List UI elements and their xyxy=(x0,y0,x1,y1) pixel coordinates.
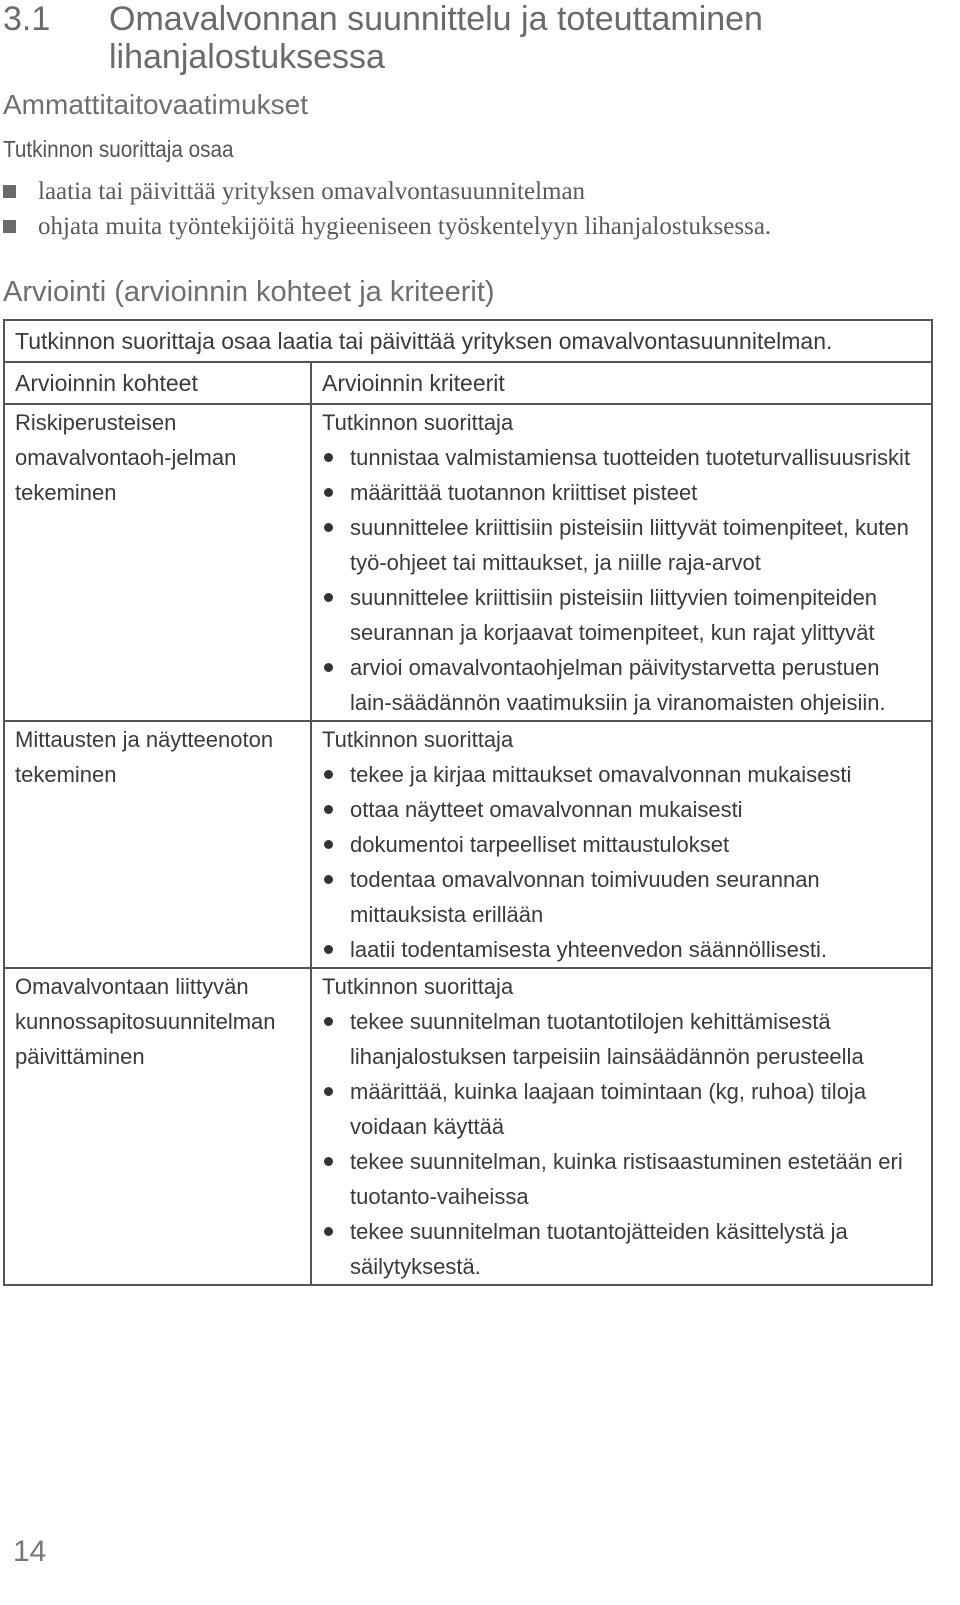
table-row xyxy=(4,968,932,1285)
section-title: Omavalvonnan suunnittelu ja toteuttaminen lihanjalostuksessa xyxy=(109,0,763,76)
requirements-heading: Ammattitaitovaatimukset xyxy=(3,89,308,120)
row-criteria xyxy=(311,721,932,968)
criteria-lead: Tutkinnon suorittaja xyxy=(322,410,514,435)
criteria-list xyxy=(322,440,921,720)
row-target: Mittausten ja näytteenoton tekeminen xyxy=(4,721,311,968)
list-item: laatii todentamisesta yhteenvedon säännöllisesti. xyxy=(322,932,921,967)
table-intro-row xyxy=(4,320,932,362)
row-criteria xyxy=(311,404,932,721)
section-number: 3.1 xyxy=(3,0,51,38)
list-item: todentaa omavalvonnan toimivuuden seurannan mittauksista erillään xyxy=(322,862,921,932)
list-item: suunnittelee kriittisiin pisteisiin liittyvien toimenpiteiden seurannan ja korjaavat toimenpiteet, kun rajat ylittyvät xyxy=(322,580,921,650)
evaluation-heading: Arviointi (arvioinnin kohteet ja kriteerit) xyxy=(3,276,495,308)
row-target: Omavalvontaan liittyvän kunnossapitosuunnitelman päivittäminen xyxy=(4,968,311,1285)
criteria-lead: Tutkinnon suorittaja xyxy=(322,974,514,999)
criteria-list xyxy=(322,1004,921,1284)
list-item: dokumentoi tarpeelliset mittaustulokset xyxy=(322,827,921,862)
list-item: tekee suunnitelman, kuinka ristisaastuminen estetään eri tuotanto-vaiheissa xyxy=(322,1144,921,1214)
list-item: tekee suunnitelman tuotantojätteiden käsittelystä ja säilytyksestä. xyxy=(322,1214,921,1284)
list-item: ottaa näytteet omavalvonnan mukaisesti xyxy=(322,792,921,827)
table-row xyxy=(4,404,932,721)
row-criteria xyxy=(311,968,932,1285)
table-intro: Tutkinnon suorittaja osaa laatia tai päivittää yrityksen omavalvontasuunnitelman. xyxy=(4,320,932,362)
requirements-list xyxy=(3,174,771,244)
col-header-targets: Arvioinnin kohteet xyxy=(4,362,311,404)
square-bullet-icon xyxy=(3,220,16,233)
list-item: tunnistaa valmistamiensa tuotteiden tuoteturvallisuusriskit xyxy=(322,440,921,475)
criteria-lead: Tutkinnon suorittaja xyxy=(322,727,514,752)
list-item: määrittää, kuinka laajaan toimintaan (kg, ruhoa) tiloja voidaan käyttää xyxy=(322,1074,921,1144)
list-item: määrittää tuotannon kriittiset pisteet xyxy=(322,475,921,510)
list-item: arvioi omavalvontaohjelman päivitystarvetta perustuen lain-säädännön vaatimuksiin ja viranomaisten ohjeisiin. xyxy=(322,650,921,720)
criteria-table xyxy=(3,319,933,1286)
square-bullet-icon xyxy=(3,185,16,198)
list-item: ohjata muita työntekijöitä hygieeniseen työskentelyyn lihanjalostuksessa. xyxy=(3,209,771,244)
col-header-criteria: Arvioinnin kriteerit xyxy=(311,362,932,404)
page-number: 14 xyxy=(13,1535,47,1568)
criteria-list xyxy=(322,757,921,967)
list-item: tekee ja kirjaa mittaukset omavalvonnan mukaisesti xyxy=(322,757,921,792)
section-heading xyxy=(3,0,869,76)
list-item: suunnittelee kriittisiin pisteisiin liittyvät toimenpiteet, kuten työ-ohjeet tai mittaukset, ja niille raja-arvot xyxy=(322,510,921,580)
list-item: tekee suunnitelman tuotantotilojen kehittämisestä lihanjalostuksen tarpeisiin lainsäädännön perusteella xyxy=(322,1004,921,1074)
requirements-subheading: Tutkinnon suorittaja osaa xyxy=(3,136,234,162)
table-row xyxy=(4,721,932,968)
list-item: laatia tai päivittää yrityksen omavalvontasuunnitelman xyxy=(3,174,771,209)
table-header-row xyxy=(4,362,932,404)
row-target: Riskiperusteisen omavalvontaoh-jelman tekeminen xyxy=(4,404,311,721)
